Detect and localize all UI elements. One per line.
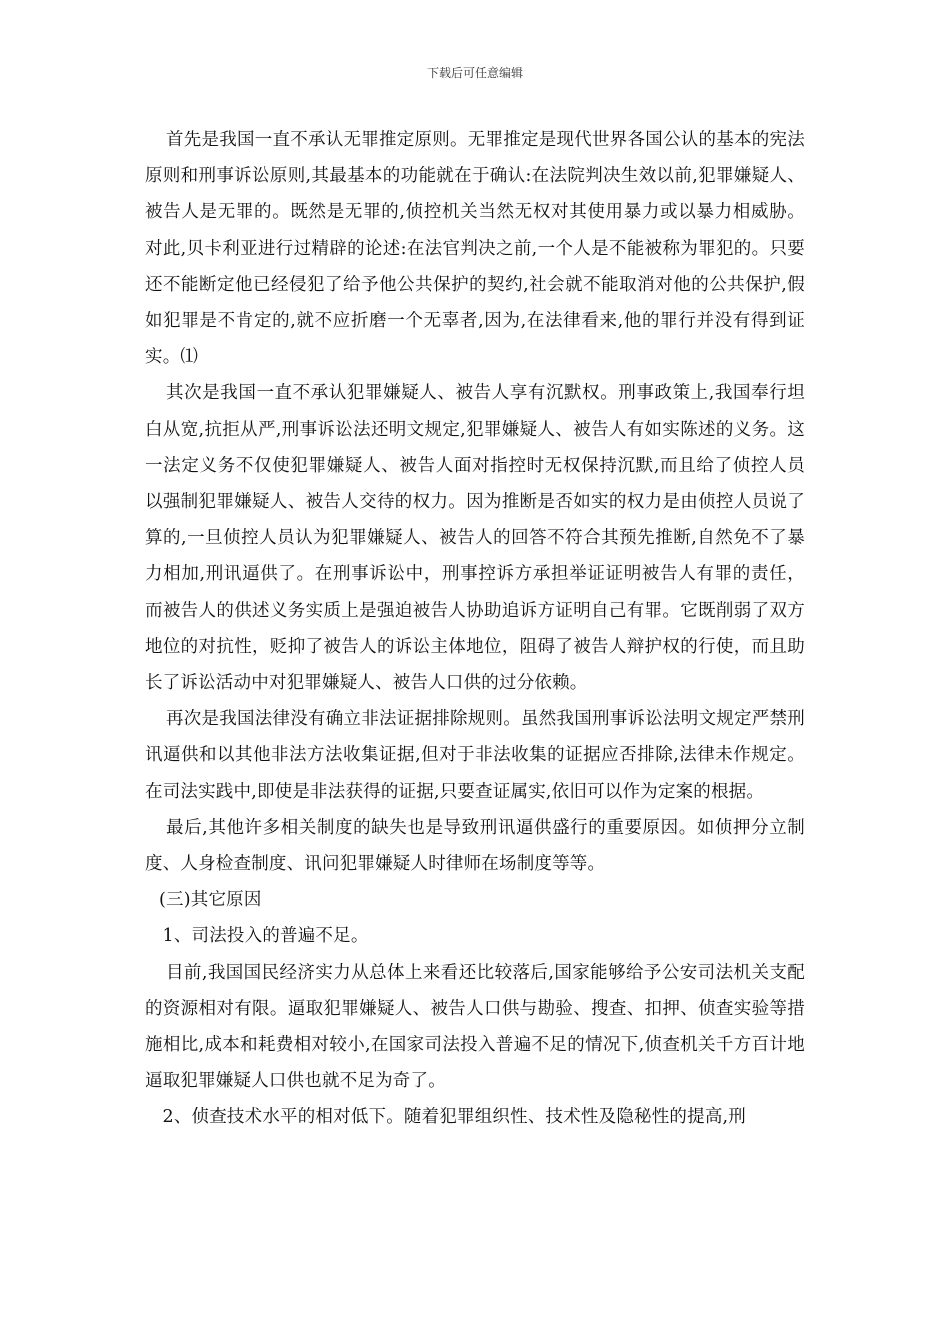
paragraph-right-to-silence: 其次是我国一直不承认犯罪嫌疑人、被告人享有沉默权。刑事政策上,我国奉行坦白从宽,抗拒从严,刑事诉讼法还明文规定,犯罪嫌疑人、被告人有如实陈述的义务。这一法定义务不仅使犯罪嫌疑人、被告人面对指控时无权保持沉默,而且给了侦控人员以强制犯罪嫌疑人、被告人交待的权力。因为推断是否如实的权力是由侦控人员说了算的,一旦侦控人员认为犯罪嫌疑人、被告人的回答不符合其预先推断,自然免不了暴力相加,刑讯逼供了。在刑事诉讼中，刑事控诉方承担举证证明被告人有罪的责任，而被告人的供述义务实质上是强迫被告人协助追诉方证明自己有罪。它既削弱了双方地位的对抗性，贬抑了被告人的诉讼主体地位，阻碍了被告人辩护权的行使，而且助长了诉讼活动中对犯罪嫌疑人、被告人口供的过分依赖。: [145, 383, 805, 694]
list-item-judicial-investment: 1、司法投入的普遍不足。: [162, 926, 369, 947]
section-heading-other-reasons: (三)其它原因: [159, 890, 262, 911]
document-body: [145, 122, 805, 1136]
paragraph-economic-resources: 目前,我国国民经济实力从总体上来看还比较落后,国家能够给予公安司法机关支配的资源相对有限。逼取犯罪嫌疑人、被告人口供与勘验、搜查、扣押、侦查实验等措施相比,成本和耗费相对较小,在国家司法投入普遍不足的情况下,侦查机关千方百计地逼取犯罪嫌疑人口供也就不足为奇了。: [145, 962, 805, 1092]
paragraph-presumption-of-innocence: 首先是我国一直不承认无罪推定原则。无罪推定是现代世界各国公认的基本的宪法原则和刑事诉讼原则,其最基本的功能就在于确认:在法院判决生效以前,犯罪嫌疑人、被告人是无罪的。既然是无罪的,侦控机关当然无权对其使用暴力或以暴力相威胁。对此,贝卡利亚进行过精辟的论述:在法官判决之前,一个人是不能被称为罪犯的。只要还不能断定他已经侵犯了给予他公共保护的契约,社会就不能取消对他的公共保护,假如犯罪是不肯定的,就不应折磨一个无辜者,因为,在法律看来,他的罪行并没有得到证实。⑴: [145, 130, 805, 368]
paragraph-related-systems: 最后,其他许多相关制度的缺失也是导致刑讯逼供盛行的重要原因。如侦押分立制度、人身检查制度、讯问犯罪嫌疑人时律师在场制度等等。: [145, 817, 805, 875]
list-item-investigation-technology: 2、侦查技术水平的相对低下。随着犯罪组织性、技术性及隐秘性的提高,刑: [162, 1107, 746, 1128]
paragraph-exclusionary-rule: 再次是我国法律没有确立非法证据排除规则。虽然我国刑事诉讼法明文规定严禁刑讯逼供和以其他非法方法收集证据,但对于非法收集的证据应否排除,法律未作规定。在司法实践中,即使是非法获得的证据,只要查证属实,依旧可以作为定案的根据。: [145, 709, 805, 802]
page-header: 下载后可任意编辑: [426, 66, 523, 80]
